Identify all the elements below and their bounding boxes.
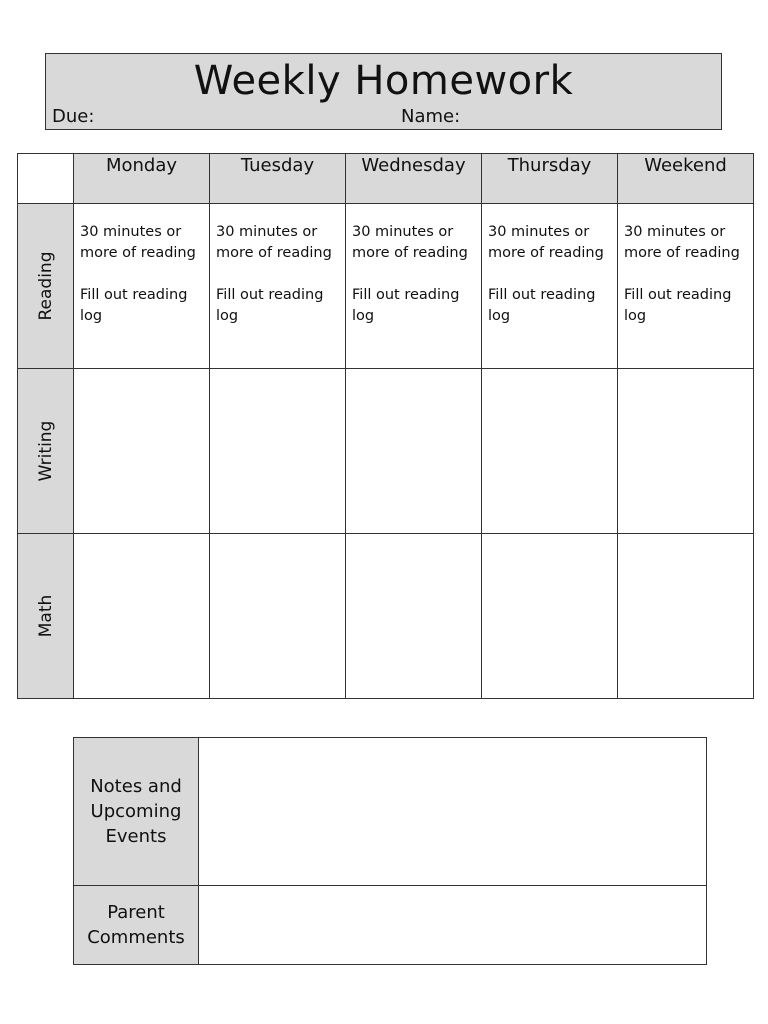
subject-row-writing bbox=[18, 369, 754, 534]
corner-cell bbox=[18, 154, 74, 204]
notes-field[interactable] bbox=[199, 738, 707, 886]
reading-task-log: Fill out reading log bbox=[488, 287, 596, 324]
math-cell-tuesday[interactable] bbox=[210, 534, 346, 699]
reading-task-log: Fill out reading log bbox=[352, 287, 460, 324]
due-label: Due: bbox=[52, 106, 95, 127]
day-header-thursday: Thursday bbox=[482, 154, 618, 204]
reading-task-minutes: 30 minutes or more of reading bbox=[352, 224, 468, 261]
notes-label: Notes and Upcoming Events bbox=[74, 738, 199, 886]
day-header-monday: Monday bbox=[74, 154, 210, 204]
day-header-wednesday: Wednesday bbox=[346, 154, 482, 204]
row-label-reading: Reading bbox=[18, 204, 74, 369]
day-header-weekend: Weekend bbox=[618, 154, 754, 204]
math-cell-weekend[interactable] bbox=[618, 534, 754, 699]
reading-task-log: Fill out reading log bbox=[80, 287, 188, 324]
reading-cell-monday[interactable] bbox=[74, 204, 210, 369]
writing-cell-wednesday[interactable] bbox=[346, 369, 482, 534]
reading-cell-weekend[interactable] bbox=[618, 204, 754, 369]
reading-task-minutes: 30 minutes or more of reading bbox=[80, 224, 196, 261]
homework-grid bbox=[17, 153, 754, 699]
subject-row-math bbox=[18, 534, 754, 699]
day-header-tuesday: Tuesday bbox=[210, 154, 346, 204]
notes-table bbox=[73, 737, 707, 965]
writing-cell-tuesday[interactable] bbox=[210, 369, 346, 534]
math-cell-thursday[interactable] bbox=[482, 534, 618, 699]
reading-task-log: Fill out reading log bbox=[216, 287, 324, 324]
writing-cell-monday[interactable] bbox=[74, 369, 210, 534]
reading-cell-tuesday[interactable] bbox=[210, 204, 346, 369]
page-title: Weekly Homework bbox=[193, 58, 574, 104]
header-box bbox=[45, 53, 722, 130]
parent-comments-label: Parent Comments bbox=[74, 886, 199, 965]
parent-comments-row bbox=[74, 886, 707, 965]
day-header-row bbox=[18, 154, 754, 204]
writing-cell-thursday[interactable] bbox=[482, 369, 618, 534]
reading-task-log: Fill out reading log bbox=[624, 287, 732, 324]
reading-cell-thursday[interactable] bbox=[482, 204, 618, 369]
writing-cell-weekend[interactable] bbox=[618, 369, 754, 534]
reading-task-minutes: 30 minutes or more of reading bbox=[488, 224, 604, 261]
name-label: Name: bbox=[401, 106, 461, 127]
math-cell-wednesday[interactable] bbox=[346, 534, 482, 699]
reading-cell-wednesday[interactable] bbox=[346, 204, 482, 369]
math-cell-monday[interactable] bbox=[74, 534, 210, 699]
row-label-math: Math bbox=[18, 534, 74, 699]
row-label-writing: Writing bbox=[18, 369, 74, 534]
reading-task-minutes: 30 minutes or more of reading bbox=[216, 224, 332, 261]
parent-comments-field[interactable] bbox=[199, 886, 707, 965]
subject-row-reading bbox=[18, 204, 754, 369]
notes-row bbox=[74, 738, 707, 886]
reading-task-minutes: 30 minutes or more of reading bbox=[624, 224, 740, 261]
